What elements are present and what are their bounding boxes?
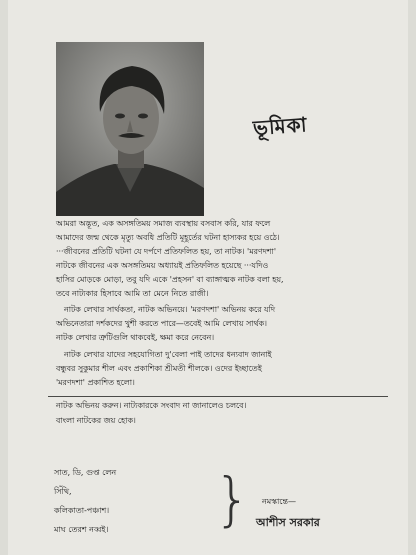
- signature-name: আশীস সরকার: [256, 516, 320, 529]
- paragraph-line: হাসির মোড়কে মোড়া, তবু যদি একে 'প্রহসন' বা ব্যাঙ্গাত্মক নাটক বলা হয়,: [56, 275, 284, 284]
- paragraph-line: আমরা অদ্ভূত, এক অসঙ্গতিময় সমাজ ব্যবস্থায় বসবাস করি, যার ফলে: [56, 219, 271, 228]
- paragraph-line: আমাদের জন্ম থেকে মৃত্যু অবধি প্রতিটি মূহূর্তের ঘটনা হাস্যকর হয়ে ওঠে।: [56, 233, 280, 242]
- paragraph-line: ···জীবনের প্রতিটি ঘটনা যে দর্পণে প্রতিফলিত হয়, তা নাটক। 'মরণদশা': [56, 247, 276, 256]
- paragraph-line: নাটক লেখার ত্রুটিগুলি থাকবেই, ক্ষমা করে নেবেন।: [56, 333, 215, 342]
- address-line: সিঁথি,: [54, 487, 72, 496]
- paragraph-line: 'মরণদশা' প্রকাশিত হলো।: [56, 378, 135, 387]
- author-photo: [56, 42, 204, 216]
- book-page: [8, 0, 408, 555]
- paragraph-line: বাংলা নাটকের জয় হোক।: [56, 416, 136, 425]
- paragraph-line: নাটক লেখার সার্থকতা, নাটক অভিনয়ে। 'মরণদশা' অভিনয় করে যদি: [64, 305, 276, 314]
- author-portrait-icon: [56, 42, 204, 216]
- paragraph-line: নাটক অভিনয় করুন। নাট্যকারকে সংবাদ না জানালেও চলবে।: [56, 401, 247, 410]
- address-line: সাত, ডি, গুপ্ত লেন: [54, 468, 117, 477]
- paragraph-line: অভিনেতারা দর্শকদের খুশী করতে পারে—তবেই আমি লেখায় সার্থক।: [56, 319, 267, 328]
- divider: [48, 396, 388, 397]
- page-title: ভূমিকা: [252, 112, 309, 140]
- paragraph-line: নাটক লেখার যাদের সহযোগিতা দু'বেলা পাই তাদের ধন্যবাদ জানাই: [64, 350, 272, 359]
- paragraph-line: তবে নাট্যকার হিসাবে আমি তা মেনে নিতে রাজী।: [56, 289, 209, 298]
- paragraph-line: বন্ধুবর সুকুমার শীল এবং প্রকাশিকা শ্রীমতী শীলকে। ওদের ইচ্ছাতেই: [56, 364, 262, 373]
- address-line: কলিকাতা-পঞ্চাশ।: [54, 506, 110, 515]
- signature-greeting: নমস্কান্তে—: [262, 497, 297, 506]
- paragraph-line: নাটকে জীবনের এক অসঙ্গতিময় অধ্যায়ই প্রতিফলিত হয়েছে ···যদিও: [56, 261, 269, 270]
- brace-divider: }: [214, 465, 251, 533]
- address-line: মাঘ তেরশ নব্বই।: [54, 525, 109, 534]
